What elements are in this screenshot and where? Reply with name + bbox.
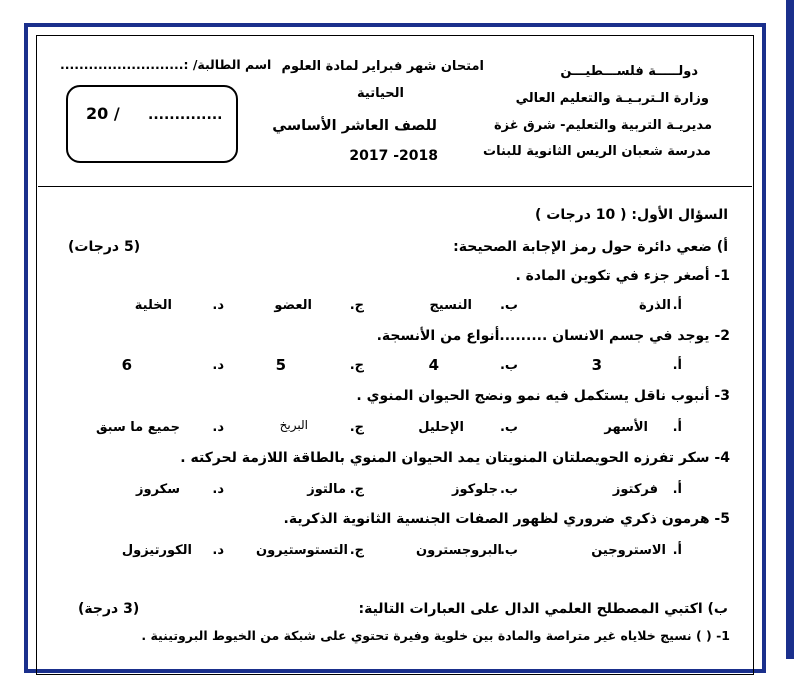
mcq-1-opt-b: النسيج: [429, 298, 472, 313]
score-total: 20 /: [86, 104, 120, 123]
mcq-5-opt-c: التستوستيرون: [256, 543, 348, 558]
mcq-5-opt-b: البروجسترون: [416, 543, 502, 558]
mcq-5-opt-b-letter: ب.: [499, 543, 518, 558]
mcq-1-opt-d: الخلية: [134, 298, 172, 313]
mcq-2-opt-b-letter: ب.: [499, 358, 518, 373]
question-1-title: السؤال الأول: ( 10 درجات ): [534, 207, 728, 223]
mcq-2-opt-c: 5: [275, 356, 286, 374]
mcq-3-opt-b-letter: ب.: [499, 420, 518, 435]
scrollbar-edge: [786, 0, 794, 659]
mcq-1-opt-a: الذرة: [638, 298, 671, 313]
exam-grade: للصف العاشر الأساسي: [272, 118, 437, 134]
mcq-item-4: 4- سكر تفرزه الحويصلتان المنويتان يمد الحيوان المنوي بالطاقة اللازمة لحركته .: [180, 450, 730, 466]
mcq-4-opt-d-letter: د.: [212, 482, 224, 497]
header-school: مدرسة شعبان الريس الثانوية للبنات: [483, 144, 711, 159]
part-b-marks: (3 درجة): [78, 601, 140, 617]
mcq-3-opt-a: الأسهر: [604, 420, 648, 435]
part-b-instruction: ب) اكتبي المصطلح العلمي الدال على العبارات التالية:: [358, 601, 728, 617]
score-blank: ..............: [148, 107, 223, 123]
mcq-1-opt-b-letter: ب.: [499, 298, 518, 313]
mcq-1-opt-c-letter: ج.: [349, 298, 364, 313]
mcq-3-opt-c-letter: ج.: [349, 420, 364, 435]
mcq-5-opt-d: الكورتيزول: [121, 543, 192, 558]
mcq-item-3: 3- أنبوب ناقل يستكمل فيه نمو ونضج الحيوان المنوي .: [356, 388, 730, 404]
mcq-4-opt-a-letter: أ.: [672, 482, 682, 497]
header-ministry: وزارة الـتربـيـة والتعليم العالي: [515, 91, 709, 106]
mcq-4-opt-d: سكروز: [136, 482, 180, 497]
mcq-3-opt-b: الإحليل: [418, 420, 464, 435]
mcq-4-opt-c: مالتوز: [307, 482, 346, 497]
exam-title: امتحان شهر فبراير لمادة العلوم: [281, 59, 484, 74]
mcq-3-opt-c: البربخ: [279, 418, 308, 432]
mcq-item-5: 5- هرمون ذكري ضروري لظهور الصفات الجنسية الثانوية الذكرية.: [283, 511, 730, 527]
mcq-2-opt-a-letter: أ.: [672, 358, 682, 373]
mcq-5-opt-a-letter: أ.: [672, 543, 682, 558]
score-box: [66, 85, 238, 163]
mcq-4-opt-b-letter: ب.: [499, 482, 518, 497]
mcq-5-opt-d-letter: د.: [212, 543, 224, 558]
mcq-1-opt-d-letter: د.: [212, 298, 224, 313]
header-state: دولـــــة فلســـطيـــن: [560, 64, 698, 79]
mcq-1-opt-c: العضو: [274, 298, 312, 313]
mcq-4-opt-b: جلوكوز: [451, 482, 498, 497]
part-a-marks: (5 درجات): [68, 239, 141, 255]
exam-subject: الحياتية: [357, 86, 404, 101]
mcq-3-opt-d: جميع ما سبق: [95, 420, 180, 435]
mcq-item-2: 2- يوجد في جسم الانسان .........أنواع من الأنسجة.: [376, 328, 730, 344]
mcq-item-1: 1- أصغر جزء في تكوين المادة .: [515, 268, 730, 284]
header-divider: [38, 186, 752, 187]
mcq-2-opt-b: 4: [428, 356, 439, 374]
mcq-2-opt-d: 6: [121, 356, 132, 374]
exam-year: 2017 -2018: [349, 148, 438, 164]
mcq-2-opt-d-letter: د.: [212, 358, 224, 373]
header-directorate: مديريـة التربية والتعليم- شرق غزة: [493, 118, 712, 133]
student-name-field: اسم الطالبة/ :..........................: [60, 57, 272, 72]
mcq-5-opt-c-letter: ج.: [349, 543, 364, 558]
mcq-4-opt-c-letter: ج.: [349, 482, 364, 497]
part-b-item-1: 1- ( ) نسيج خلاياه غير متراصة والمادة بين خلوية وفيرة تحتوي على شبكة من الخيوط البروتينية .: [141, 628, 730, 643]
mcq-3-opt-d-letter: د.: [212, 420, 224, 435]
mcq-2-opt-a: 3: [591, 356, 602, 374]
mcq-3-opt-a-letter: أ.: [672, 420, 682, 435]
mcq-2-opt-c-letter: ج.: [349, 358, 364, 373]
part-a-instruction: أ) ضعي دائرة حول رمز الإجابة الصحيحة:: [453, 239, 728, 255]
mcq-4-opt-a: فركتوز: [612, 482, 658, 497]
mcq-1-opt-a-letter: أ.: [672, 298, 682, 313]
mcq-5-opt-a: الاستروجين: [591, 543, 666, 558]
